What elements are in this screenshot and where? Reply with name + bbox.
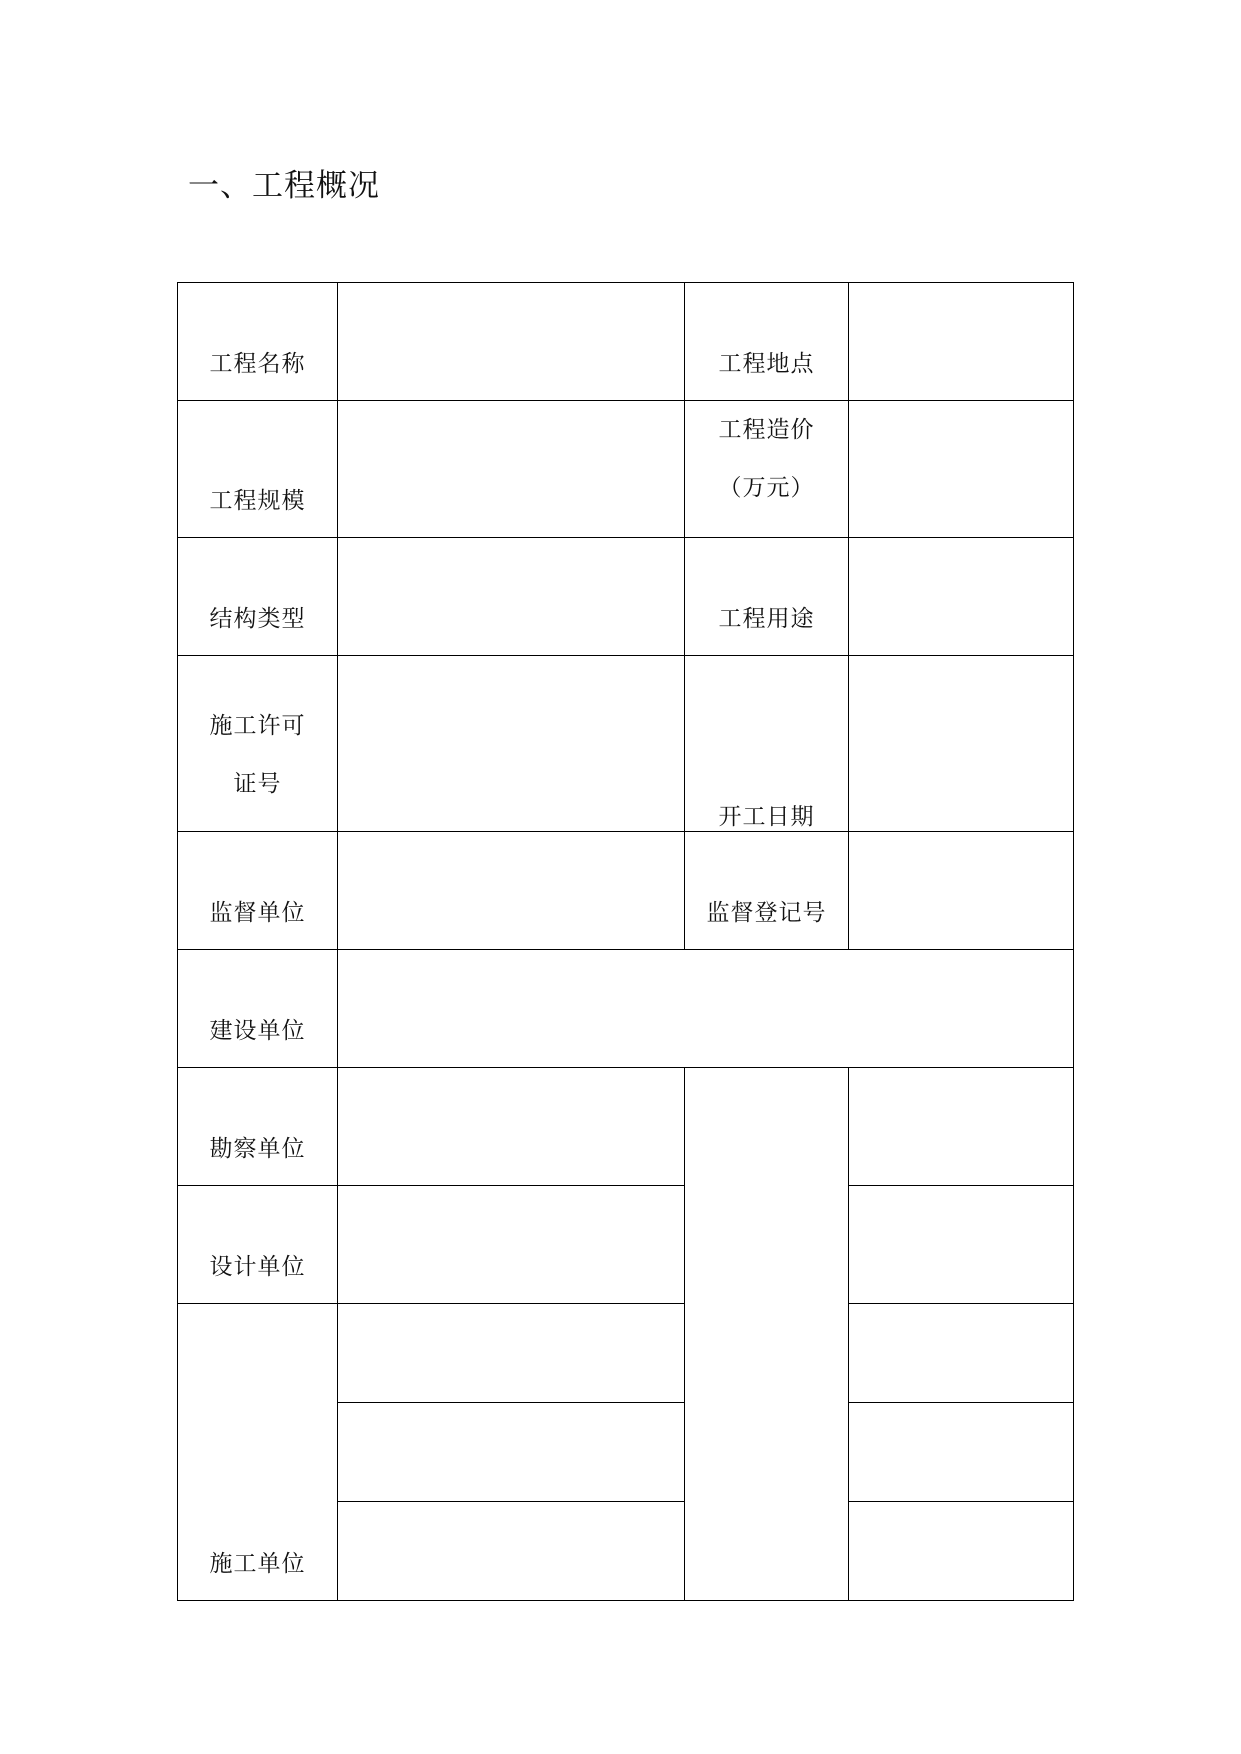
- table-row: [178, 832, 1074, 950]
- builder-unit-value-2[interactable]: [338, 1403, 685, 1502]
- builder-unit-extra-2[interactable]: [849, 1403, 1074, 1502]
- supervision-reg-no-label: 监督登记号: [685, 832, 849, 950]
- table-row: [178, 1186, 1074, 1304]
- structure-type-value[interactable]: [338, 538, 685, 656]
- table-row: [178, 401, 1074, 538]
- project-name-label: 工程名称: [178, 283, 338, 401]
- design-unit-label: 设计单位: [178, 1186, 338, 1304]
- supervision-unit-value[interactable]: [338, 832, 685, 950]
- project-scale-value[interactable]: [338, 401, 685, 538]
- table-row: [178, 1068, 1074, 1186]
- construction-unit-label: 建设单位: [178, 950, 338, 1068]
- project-location-label: 工程地点: [685, 283, 849, 401]
- project-overview-table: [177, 282, 1074, 1601]
- start-date-value[interactable]: [849, 656, 1074, 832]
- project-cost-label: 工程造价 （万元）: [685, 401, 849, 538]
- project-scale-label: 工程规模: [178, 401, 338, 538]
- survey-unit-value[interactable]: [338, 1068, 685, 1186]
- merged-blank-cell: [685, 1068, 849, 1601]
- table-row: [178, 538, 1074, 656]
- project-name-value[interactable]: [338, 283, 685, 401]
- survey-unit-extra[interactable]: [849, 1068, 1074, 1186]
- table-row: [178, 283, 1074, 401]
- permit-number-label: 施工许可 证号: [178, 656, 338, 832]
- builder-unit-extra-1[interactable]: [849, 1304, 1074, 1403]
- builder-unit-extra-3[interactable]: [849, 1502, 1074, 1601]
- table-row: [178, 656, 1074, 832]
- project-use-label: 工程用途: [685, 538, 849, 656]
- page-title: 一、工程概况: [188, 168, 380, 204]
- builder-unit-value-1[interactable]: [338, 1304, 685, 1403]
- supervision-unit-label: 监督单位: [178, 832, 338, 950]
- project-location-value[interactable]: [849, 283, 1074, 401]
- design-unit-extra[interactable]: [849, 1186, 1074, 1304]
- project-cost-value[interactable]: [849, 401, 1074, 538]
- supervision-reg-no-value[interactable]: [849, 832, 1074, 950]
- start-date-label: 开工日期: [685, 656, 849, 832]
- project-use-value[interactable]: [849, 538, 1074, 656]
- builder-unit-value-3[interactable]: [338, 1502, 685, 1601]
- permit-number-value[interactable]: [338, 656, 685, 832]
- table-row: [178, 1304, 1074, 1403]
- table-row: [178, 950, 1074, 1068]
- structure-type-label: 结构类型: [178, 538, 338, 656]
- builder-unit-label: 施工单位: [178, 1304, 338, 1601]
- design-unit-value[interactable]: [338, 1186, 685, 1304]
- survey-unit-label: 勘察单位: [178, 1068, 338, 1186]
- construction-unit-value[interactable]: [338, 950, 1074, 1068]
